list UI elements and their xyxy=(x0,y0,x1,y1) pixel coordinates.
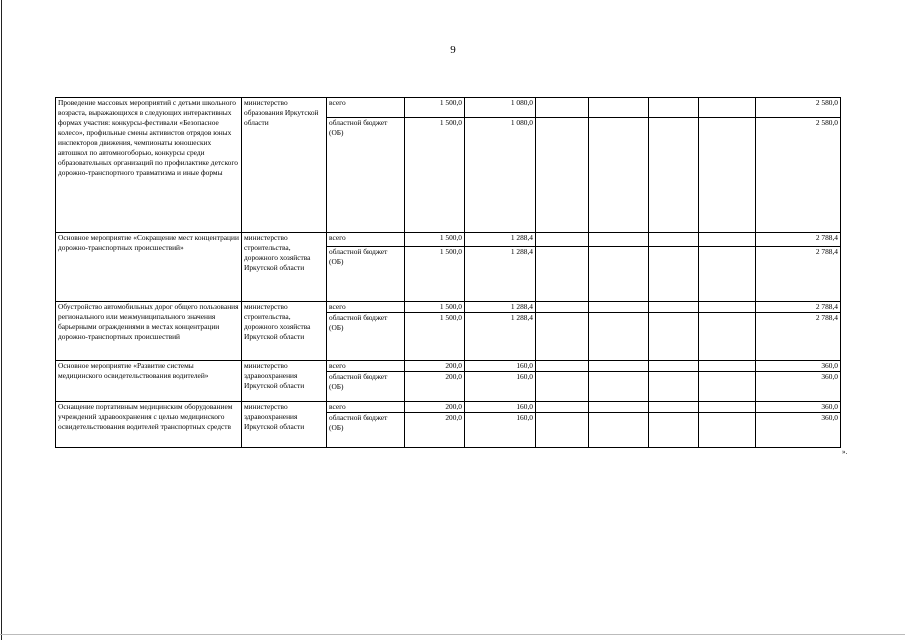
empty-cell xyxy=(649,98,699,118)
value-cell: 200,0 xyxy=(405,413,465,448)
executor-cell: министерство здравоохранения Иркутской области xyxy=(242,402,327,448)
funding-source-cell: областной бюджет (ОБ) xyxy=(327,413,405,448)
total-cell: 2 788,4 xyxy=(756,247,841,302)
executor-cell: министерство образования Иркутской области xyxy=(242,98,327,233)
activity-cell: Основное мероприятие «Сокращение мест концентрации дорожно-транспортных происшествий» xyxy=(56,233,242,302)
scan-edge-left xyxy=(1,0,2,640)
empty-cell xyxy=(536,402,589,413)
value-cell: 1 500,0 xyxy=(405,313,465,361)
empty-cell xyxy=(699,302,756,313)
value-cell: 160,0 xyxy=(465,361,536,372)
value-cell: 1 500,0 xyxy=(405,233,465,247)
empty-cell xyxy=(699,98,756,118)
value-cell: 1 500,0 xyxy=(405,98,465,118)
activity-cell: Обустройство автомобильных дорог общего пользования регионального или межмуниципального значения барьерными ограждениями в местах концентрации дорожно-транспортных происшествий xyxy=(56,302,242,361)
executor-cell: министерство здравоохранения Иркутской области xyxy=(242,361,327,402)
empty-cell xyxy=(649,247,699,302)
value-cell: 200,0 xyxy=(405,372,465,402)
activity-cell: Оснащение портативным медицинским оборудованием учреждений здравоохранения с целью медицинского освидетельствования водителей транспортных средств xyxy=(56,402,242,448)
value-cell: 1 080,0 xyxy=(465,118,536,233)
total-cell: 2 580,0 xyxy=(756,98,841,118)
empty-cell xyxy=(536,361,589,372)
total-cell: 360,0 xyxy=(756,413,841,448)
value-cell: 160,0 xyxy=(465,402,536,413)
empty-cell xyxy=(699,247,756,302)
funding-source-cell: всего xyxy=(327,402,405,413)
total-cell: 360,0 xyxy=(756,372,841,402)
empty-cell xyxy=(649,413,699,448)
funding-source-cell: всего xyxy=(327,361,405,372)
empty-cell xyxy=(649,372,699,402)
empty-cell xyxy=(589,402,649,413)
value-cell: 1 288,4 xyxy=(465,313,536,361)
empty-cell xyxy=(536,247,589,302)
empty-cell xyxy=(536,118,589,233)
value-cell: 1 500,0 xyxy=(405,302,465,313)
empty-cell xyxy=(536,413,589,448)
activity-cell: Основное мероприятие «Развитие системы медицинского освидетельствования водителей» xyxy=(56,361,242,402)
empty-cell xyxy=(699,402,756,413)
empty-cell xyxy=(589,247,649,302)
total-cell: 2 788,4 xyxy=(756,233,841,247)
empty-cell xyxy=(536,233,589,247)
empty-cell xyxy=(589,233,649,247)
empty-cell xyxy=(649,233,699,247)
total-cell: 360,0 xyxy=(756,361,841,372)
funding-source-cell: областной бюджет (ОБ) xyxy=(327,247,405,302)
funding-source-cell: областной бюджет (ОБ) xyxy=(327,313,405,361)
executor-cell: министерство строительства, дорожного хозяйства Иркутской области xyxy=(242,233,327,302)
value-cell: 200,0 xyxy=(405,361,465,372)
empty-cell xyxy=(649,313,699,361)
value-cell: 1 288,4 xyxy=(465,302,536,313)
empty-cell xyxy=(699,313,756,361)
table-row xyxy=(56,402,841,413)
activity-cell: Проведение массовых мероприятий с детьми школьного возраста, выражающихся в следующих интерактивных формах участия: конкурсы-фестивали «Безопасное колесо», профильные смены активистов отрядов юных инспекторов движения, чемпионаты юношеских автошкол по автомногоборью, конкурсы среди образовательных организаций по профилактике детского дорожно-транспортного травматизма и иные формы xyxy=(56,98,242,233)
page-number: 9 xyxy=(450,44,456,56)
table-row xyxy=(56,233,841,247)
table-row xyxy=(56,361,841,372)
funding-source-cell: всего xyxy=(327,302,405,313)
empty-cell xyxy=(649,302,699,313)
empty-cell xyxy=(649,402,699,413)
funding-source-cell: областной бюджет (ОБ) xyxy=(327,372,405,402)
empty-cell xyxy=(536,313,589,361)
total-cell: 360,0 xyxy=(756,402,841,413)
funding-source-cell: областной бюджет (ОБ) xyxy=(327,118,405,233)
total-cell: 2 788,4 xyxy=(756,302,841,313)
empty-cell xyxy=(536,372,589,402)
value-cell: 1 500,0 xyxy=(405,118,465,233)
value-cell: 200,0 xyxy=(405,402,465,413)
empty-cell xyxy=(589,413,649,448)
value-cell: 1 288,4 xyxy=(465,233,536,247)
value-cell: 1 288,4 xyxy=(465,247,536,302)
value-cell: 1 080,0 xyxy=(465,98,536,118)
empty-cell xyxy=(699,372,756,402)
budget-table xyxy=(55,97,841,448)
value-cell: 160,0 xyxy=(465,372,536,402)
empty-cell xyxy=(699,413,756,448)
scan-edge-bottom xyxy=(0,634,905,635)
empty-cell xyxy=(536,98,589,118)
empty-cell xyxy=(699,118,756,233)
table-row xyxy=(56,98,841,118)
value-cell: 1 500,0 xyxy=(405,247,465,302)
empty-cell xyxy=(589,98,649,118)
empty-cell xyxy=(589,313,649,361)
empty-cell xyxy=(536,302,589,313)
empty-cell xyxy=(589,302,649,313)
value-cell: 160,0 xyxy=(465,413,536,448)
empty-cell xyxy=(649,361,699,372)
empty-cell xyxy=(589,361,649,372)
executor-cell: министерство строительства, дорожного хозяйства Иркутской области xyxy=(242,302,327,361)
funding-source-cell: всего xyxy=(327,98,405,118)
table-row xyxy=(56,302,841,313)
empty-cell xyxy=(699,361,756,372)
total-cell: 2 788,4 xyxy=(756,313,841,361)
empty-cell xyxy=(589,118,649,233)
empty-cell xyxy=(649,118,699,233)
funding-source-cell: всего xyxy=(327,233,405,247)
closing-quote-mark: ». xyxy=(842,448,848,456)
empty-cell xyxy=(699,233,756,247)
total-cell: 2 580,0 xyxy=(756,118,841,233)
empty-cell xyxy=(589,372,649,402)
